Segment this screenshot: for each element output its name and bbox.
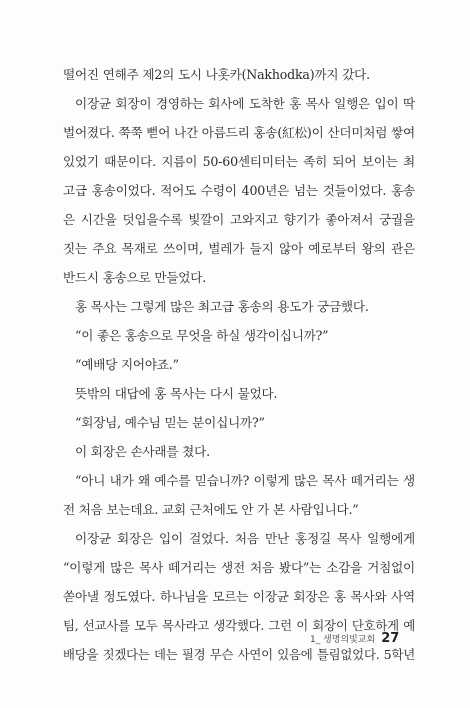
text-line: 벌어졌다. 쭉쭉 뻗어 나간 아름드리 홍송(紅松)이 산더미처럼 쌓여 (63, 125, 415, 140)
text-line: 이장균 회장은 입이 걸었다. 처음 만난 홍정길 목사 일행에게 (75, 531, 415, 546)
page-number: 27 (381, 631, 400, 646)
text-line: 고급 홍송이었다. 적어도 수령이 400년은 넘는 것들이었다. 홍송 (63, 183, 415, 198)
text-line: 뜻밖의 대답에 홍 목사는 다시 물었다. (75, 386, 278, 401)
text-line: 떨어진 연해주 제2의 도시 나홋카(Nakhodka)까지 갔다. (63, 67, 370, 82)
text-line: “이렇게 많은 목사 떼거리는 생전 처음 봤다”는 소감을 거침없이 (63, 560, 415, 575)
text-line: 은 시간을 덧입을수록 빛깔이 고와지고 향기가 좋아져서 궁궐을 (63, 212, 415, 227)
text-line: 쏟아낼 정도였다. 하나님을 모르는 이장균 회장은 홍 목사와 사역 (63, 589, 415, 604)
text-line: “회장님, 예수님 믿는 분이십니까?” (75, 415, 265, 430)
running-footer-section: 1_ 생명의빛교회 (310, 635, 376, 645)
text-line: 이 회장은 손사래를 쳤다. (75, 444, 210, 459)
body-text (63, 60, 415, 669)
page-footer (310, 625, 399, 649)
text-line: 반드시 홍송으로 만들었다. (63, 270, 207, 285)
text-line: “이 좋은 홍송으로 무엇을 하실 생각이십니까?” (75, 328, 329, 343)
text-line: 홍 목사는 그렇게 많은 최고급 홍송의 용도가 궁금했다. (75, 299, 369, 314)
text-line: 있었기 때문이다. 지름이 50-60센티미터는 족히 되어 보이는 최 (63, 154, 415, 169)
text-line: 짓는 주요 목재로 쓰이며, 벌레가 들지 않아 예로부터 왕의 관은 (63, 241, 415, 256)
text-line: 이장균 회장이 경영하는 회사에 도착한 홍 목사 일행은 입이 딱 (75, 96, 415, 111)
text-line: 팀, 선교사를 모두 목사라고 생각했다. 그런 이 회장이 단호하게 예 (63, 618, 415, 633)
text-line: 전 처음 보는데요. 교회 근처에도 안 가 본 사람입니다.” (63, 502, 359, 517)
text-line: “예배당 지어야죠.” (75, 357, 179, 372)
text-line: “아니 내가 왜 예수를 믿습니까? 이렇게 많은 목사 떼거리는 생 (75, 473, 415, 488)
text-line: 배당을 짓겠다는 데는 필경 무슨 사연이 있음에 틀림없었다. 5학년 (63, 647, 415, 662)
